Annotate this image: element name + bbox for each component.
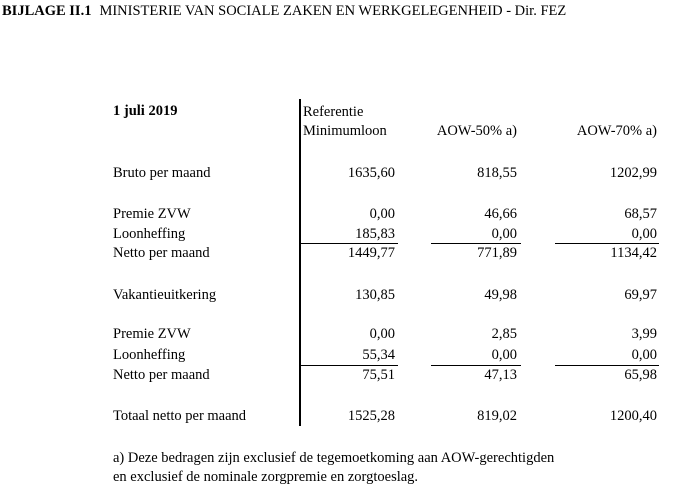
document-header: [2, 3, 566, 20]
col3-header: AOW-70% a): [576, 123, 657, 139]
col1-header-line1: Referentie: [303, 104, 364, 120]
row-value: 818,55: [477, 165, 517, 181]
col2-header: AOW-50% a): [436, 123, 517, 139]
row-label: Loonheffing: [113, 226, 186, 242]
footnote: [113, 449, 554, 487]
row-label: Premie ZVW: [113, 206, 191, 222]
row-value: 1525,28: [347, 408, 395, 424]
subtotal-rule: [431, 243, 521, 244]
row-value: 0,00: [491, 226, 517, 242]
row-value: 819,02: [477, 408, 517, 424]
row-value: 2,85: [491, 326, 517, 342]
row-value: 0,00: [631, 347, 657, 363]
row-label: Netto per maand: [113, 367, 210, 383]
table-date: 1 juli 2019: [113, 103, 178, 119]
row-value: 0,00: [491, 347, 517, 363]
row-label: Totaal netto per maand: [113, 408, 247, 424]
row-value: 49,98: [484, 287, 517, 303]
row-value: 771,89: [477, 245, 517, 261]
row-value: 3,99: [631, 326, 657, 342]
row-value: 1202,99: [609, 165, 657, 181]
footnote-line1: a) Deze bedragen zijn exclusief de tegemoetkoming aan AOW-gerechtigden: [113, 450, 555, 466]
row-value: 1134,42: [610, 245, 657, 261]
row-value: 1200,40: [609, 408, 657, 424]
row-value: 65,98: [624, 367, 657, 383]
appendix-label: BIJLAGE II.1: [2, 3, 92, 19]
row-value: 68,57: [624, 206, 657, 222]
subtotal-rule: [555, 243, 659, 244]
row-label: Bruto per maand: [113, 165, 211, 181]
subtotal-rule: [555, 365, 659, 366]
subtotal-rule: [301, 243, 398, 244]
row-label: Loonheffing: [113, 347, 186, 363]
row-value: 1635,60: [347, 165, 395, 181]
row-value: 0,00: [631, 226, 657, 242]
column-divider: [299, 99, 301, 426]
row-value: 75,51: [362, 367, 395, 383]
row-value: 130,85: [355, 287, 395, 303]
row-label: Vakantieuitkering: [113, 287, 217, 303]
col1-header-line2: Minimumloon: [303, 123, 387, 139]
row-value: 47,13: [484, 367, 517, 383]
row-label: Netto per maand: [113, 245, 210, 261]
row-value: 55,34: [362, 347, 395, 363]
row-value: 69,97: [624, 287, 657, 303]
row-value: 1449,77: [347, 245, 395, 261]
footnote-line2: en exclusief de nominale zorgpremie en zorgtoeslag.: [113, 469, 419, 485]
ministry-title: MINISTERIE VAN SOCIALE ZAKEN EN WERKGELEGENHEID - Dir. FEZ: [99, 3, 567, 19]
row-value: 46,66: [484, 206, 517, 222]
subtotal-rule: [301, 365, 398, 366]
row-value: 185,83: [355, 226, 395, 242]
row-value: 0,00: [369, 206, 395, 222]
subtotal-rule: [431, 365, 521, 366]
row-value: 0,00: [369, 326, 395, 342]
row-label: Premie ZVW: [113, 326, 191, 342]
